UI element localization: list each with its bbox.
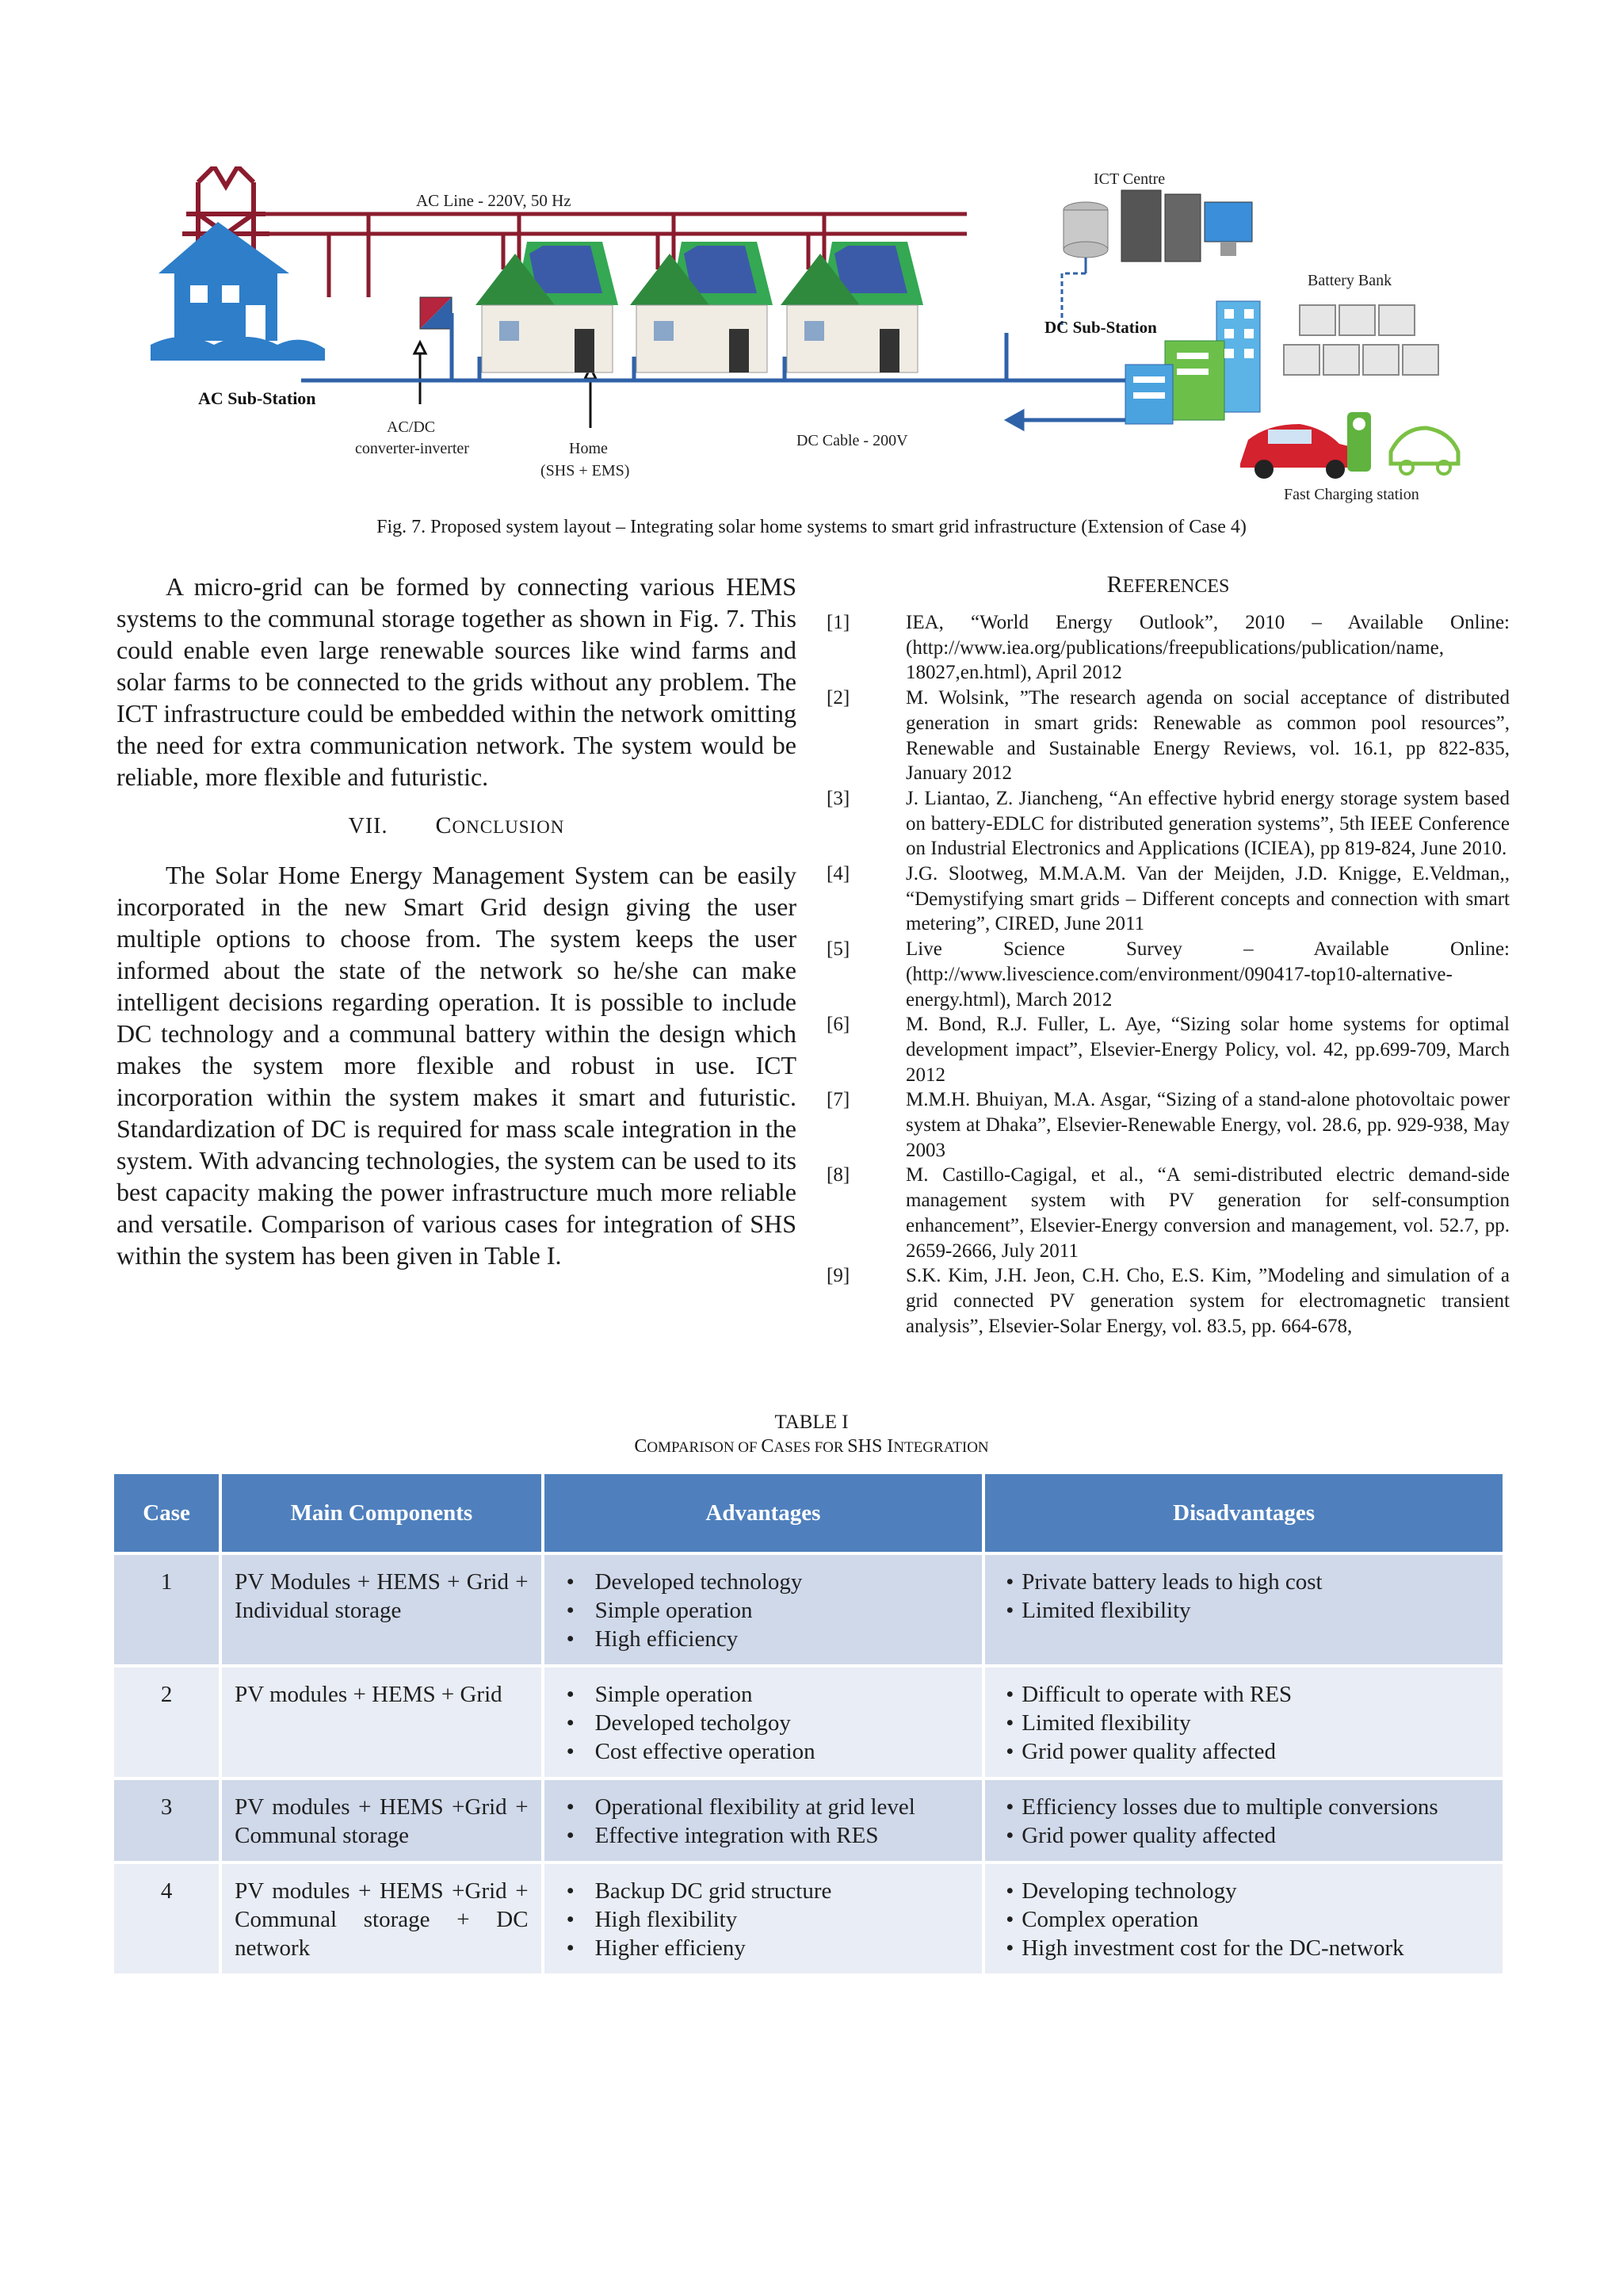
advantages-cell [544,1555,983,1664]
home-label-line1: Home [569,440,608,457]
comparison-table [111,1471,1506,1977]
table-caption [119,1436,1504,1457]
ac-line-label: AC Line - 220V, 50 Hz [416,191,571,210]
advantage-item: • High efficiency [557,1625,970,1653]
advantage-item: • Effective integration with RES [557,1821,970,1850]
advantage-item: • Simple operation [557,1680,970,1709]
converter-inverter-icon [420,297,452,329]
advantages-cell [544,1668,983,1777]
electric-car-icon [1240,424,1355,479]
advantage-item: • Developed technology [557,1568,970,1596]
reference-text: M.M.H. Bhuiyan, M.A. Asgar, “Sizing of a stand-alone photovoltaic power system at Dhaka”, Elsevier-Renewable Energy, vol. 28.6, pp. 929-938, May 2003 [906,1089,1510,1161]
header-case: Case [114,1474,219,1552]
ict-centre-label: ICT Centre [1094,170,1166,188]
table-caption-part: C [634,1436,647,1457]
reference-number: [7] [827,1089,850,1111]
disadvantage-item: • Complex operation [998,1905,1490,1934]
advantage-item: • Higher efficieny [557,1934,970,1962]
disadvantages-cell [985,1864,1503,1973]
reference-number: [1] [827,612,850,633]
case-cell: 1 [114,1555,219,1664]
disadvantages-cell [985,1555,1503,1664]
disadvantages-cell [985,1780,1503,1861]
system-layout-figure [151,166,1466,507]
acdc-label-line2: converter-inverter [355,440,469,457]
solar-home-icon [475,242,618,372]
reference-number: [5] [827,938,850,961]
components-cell: PV modules + HEMS +Grid + Communal storage + DC network [222,1864,540,1973]
reference-item [827,686,1510,786]
ac-substation-label: AC Sub-Station [198,388,316,408]
components-cell: PV Modules + HEMS + Grid + Individual storage [222,1555,540,1664]
reference-text: M. Wolsink, ”The research agenda on social acceptance of distributed generation in smart grids: Renewable as common pool resources”, Renewable and Sustainable Energy Reviews, vol. 16.1, pp 822-835, January 2012 [906,687,1510,785]
components-cell: PV modules + HEMS + Grid [222,1668,540,1777]
advantage-item: • High flexibility [557,1905,970,1934]
disadvantage-item: • High investment cost for the DC-network [998,1934,1490,1962]
ac-substation-icon [151,222,325,361]
section-title-rest: ONCLUSION [452,817,565,837]
reference-item [827,937,1510,1012]
charging-station-icon [1347,412,1458,474]
disadvantage-item: • Grid power quality affected [998,1821,1490,1850]
reference-text: IEA, “World Energy Outlook”, 2010 – Available Online: (http://www.iea.org/publications/freepublications/publication/name, 18027,en.html), April 2012 [906,612,1510,684]
advantage-item: • Cost effective operation [557,1737,970,1766]
battery-bank-icon [1284,305,1438,375]
reference-item [827,1263,1510,1339]
disadvantage-item: • Limited flexibility [998,1596,1490,1625]
advantage-item: • Backup DC grid structure [557,1877,970,1905]
figure-caption: Fig. 7. Proposed system layout – Integrating solar home systems to smart grid infrastructure (Extension of Case 4) [376,517,1247,537]
figure-drawing [151,166,1466,507]
advantages-cell [544,1864,983,1973]
reference-item [827,1087,1510,1163]
reference-item [827,610,1510,686]
fast-charging-label: Fast Charging station [1284,486,1419,503]
case-cell: 2 [114,1668,219,1777]
reference-number: [2] [827,687,850,709]
references-heading-initial: R [1106,571,1123,598]
section-number: VII. [348,814,388,839]
references-heading [827,571,1510,599]
section-heading-conclusion [116,810,796,843]
body-left-column [116,571,796,1271]
dc-cable-label: DC Cable - 200V [796,432,908,449]
reference-text: J. Liantao, Z. Jiancheng, “An effective hybrid energy storage system based on battery-EDLC for distributed generation systems”, 5th IEEE Conference on Industrial Electronics and Applications (ICIEA), pp 819-824, June 2010. [906,787,1510,860]
advantages-cell [544,1780,983,1861]
advantage-item: • Simple operation [557,1596,970,1625]
reference-number: [9] [827,1265,850,1287]
reference-item [827,786,1510,861]
disadvantage-item: • Difficult to operate with RES [998,1680,1490,1709]
solar-home-icon [781,242,923,372]
table-caption-part: SHS I [847,1436,894,1457]
paragraph-microgrid: A micro-grid can be formed by connecting various HEMS systems to the communal storage together as shown in Fig. 7. This could enable even large renewable sources like wind farms and solar farms to be connected to the grids without any problem. The ICT infrastructure could be embedded within the network omitting the need for extra communication network. The system would be reliable, more flexible and futuristic. [116,572,796,791]
reference-number: [6] [827,1014,850,1036]
paragraph-conclusion: The Solar Home Energy Management System can be easily incorporated in the new Smart Grid design giving the user multiple options to choose from. The system keeps the user informed about the state of the network so he/she can make intelligent decisions regarding operation. It is possible to include DC technology and a communal battery within the design which makes the system more flexible and robust in use. ICT incorporation within the system makes it smart and futuristic. Standardization of DC is required for mass scale integration in the system. With advancing technologies, the system can be used to its best capacity making the power infrastructure much more reliable and versatile. Comparison of various cases for integration of SHS within the system has been given in Table I. [116,861,796,1270]
reference-text: Live Science Survey – Available Online: (http://www.livescience.com/environment/090417-top10-alternative-energy.html), March 2012 [906,938,1510,1010]
disadvantage-item: • Private battery leads to high cost [998,1568,1490,1596]
table-header-row [114,1474,1503,1552]
table-row [114,1864,1503,1973]
header-advantages: Advantages [544,1474,983,1552]
table-title: TABLE I [774,1412,849,1433]
case-cell: 3 [114,1780,219,1861]
reference-item [827,861,1510,937]
reference-item [827,1163,1510,1263]
table-row [114,1668,1503,1777]
advantage-item: • Developed techolgoy [557,1709,970,1737]
reference-text: S.K. Kim, J.H. Jeon, C.H. Cho, E.S. Kim, ”Modeling and simulation of a grid connected PV generation system for electromagnetic transient analysis”, Elsevier-Solar Energy, vol. 83.5, pp. 664-678, [906,1265,1510,1337]
battery-bank-label: Battery Bank [1308,272,1392,289]
components-cell: PV modules + HEMS +Grid + Communal storage [222,1780,540,1861]
reference-number: [3] [827,787,850,809]
reference-number: [4] [827,863,850,885]
table-caption-part: C [761,1436,774,1457]
table-caption-part: ASES FOR [773,1439,848,1456]
table-caption-part: OMPARISON OF [647,1439,762,1456]
disadvantages-cell [985,1668,1503,1777]
case-cell: 4 [114,1864,219,1973]
header-main-components: Main Components [222,1474,540,1552]
reference-text: J.G. Slootweg, M.M.A.M. Van der Meijden, J.D. Knigge, E.Veldman,, “Demystifying smart grids – Different concepts and connection with smart metering”, CIRED, June 2011 [906,863,1510,935]
home-label-line2: (SHS + EMS) [540,462,630,479]
references-heading-rest: EFERENCES [1122,576,1230,597]
advantage-item: • Operational flexibility at grid level [557,1793,970,1821]
reference-text: M. Castillo-Cagigal, et al., “A semi-distributed electric demand-side management system with PV generation for self-consumption enhancement”, Elsevier-Energy conversion and management, vol. 52.7, pp. 2659-2666, July 2011 [906,1164,1510,1262]
disadvantage-item: • Developing technology [998,1877,1490,1905]
section-title-initial: C [435,812,453,839]
table-caption-part: NTEGRATION [893,1439,989,1456]
reference-item [827,1012,1510,1087]
solar-home-icon [630,242,773,372]
header-disadvantages: Disadvantages [985,1474,1503,1552]
dc-substation-label: DC Sub-Station [1044,318,1157,337]
disadvantage-item: • Limited flexibility [998,1709,1490,1737]
acdc-label-line1: AC/DC [387,418,436,436]
references-section [827,571,1510,1339]
table-row [114,1555,1503,1664]
disadvantage-item: • Efficiency losses due to multiple conversions [998,1793,1490,1821]
table-row [114,1780,1503,1861]
reference-text: M. Bond, R.J. Fuller, L. Aye, “Sizing solar home systems for optimal development impact”, Elsevier-Energy Policy, vol. 42, pp.699-709, March 2012 [906,1014,1510,1086]
reference-number: [8] [827,1164,850,1186]
disadvantage-item: • Grid power quality affected [998,1737,1490,1766]
